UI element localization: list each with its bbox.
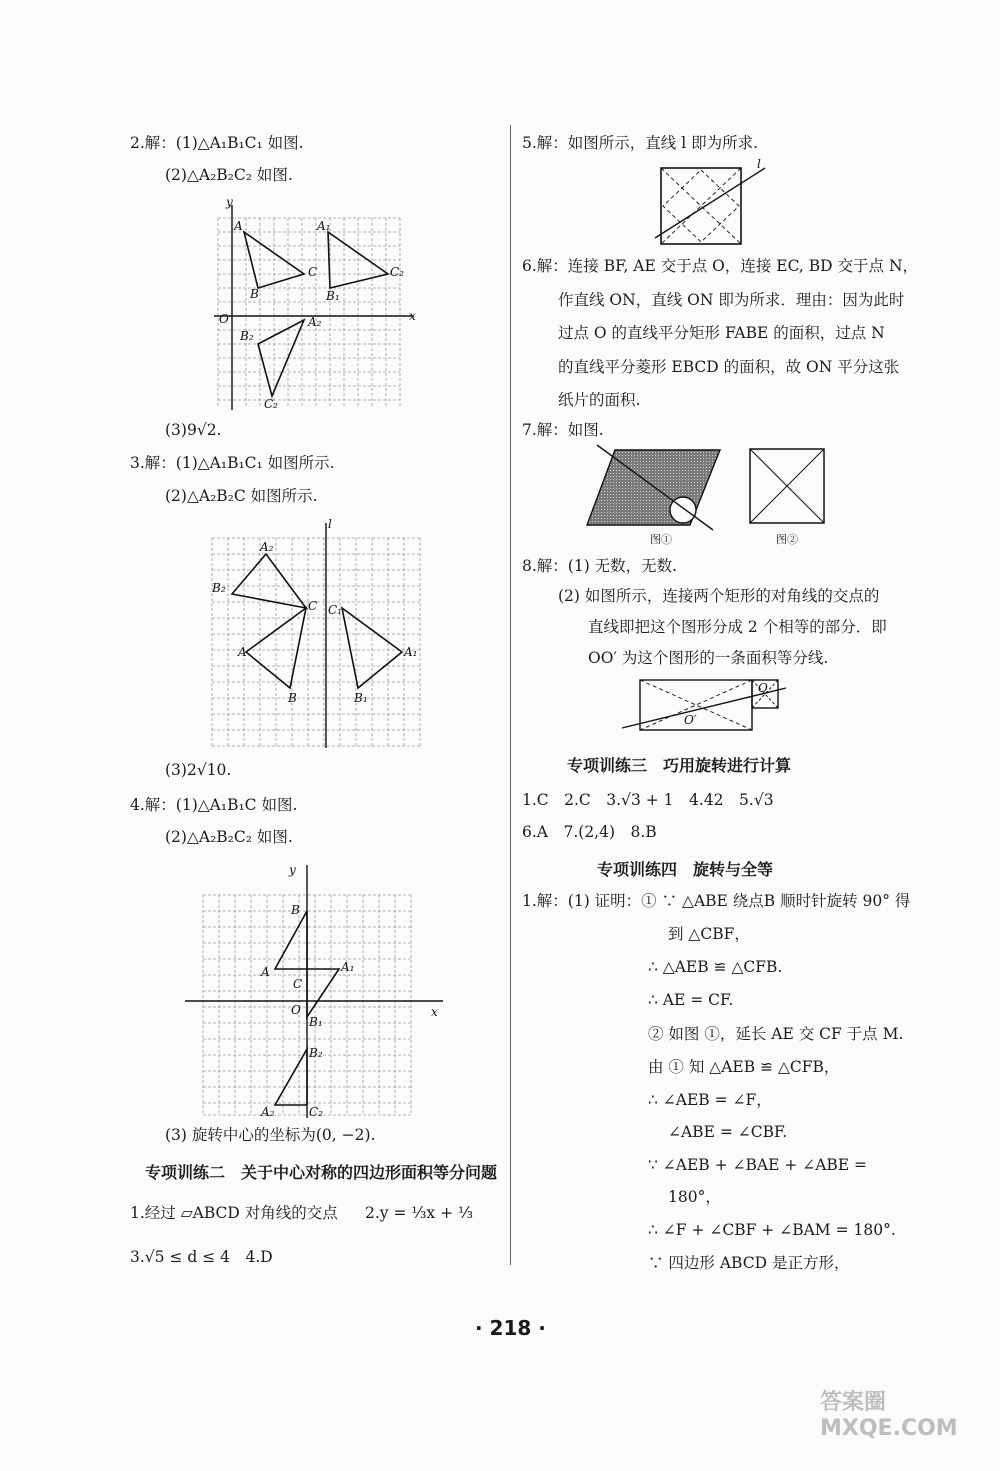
svg-text:C₂: C₂ (264, 397, 278, 411)
q2-line1: 2.解：(1)△A₁B₁C₁ 如图. (130, 134, 304, 152)
section4-line7: ∴ ∠AEB = ∠F， (648, 1091, 772, 1109)
section2-answer1: 1.经过 ▱ABCD 对角线的交点 (130, 1204, 338, 1222)
svg-text:O: O (758, 681, 768, 695)
figure-q5-square (655, 158, 775, 248)
q6-line3: 过点 O 的直线平分矩形 FABE 的面积，过点 N (558, 324, 885, 342)
watermark: 答案圈 MXQE.COM (820, 1390, 958, 1441)
q4-line3: (3) 旋转中心的坐标为(0, −2). (165, 1126, 376, 1144)
section4-line5: ② 如图 ①，延长 AE 交 CF 于点 M. (648, 1025, 904, 1043)
svg-text:C₂: C₂ (309, 1105, 323, 1119)
svg-text:A: A (238, 645, 247, 659)
svg-text:B: B (250, 287, 259, 301)
q7-line: 7.解：如图. (522, 421, 604, 439)
section3-title: 专项训练三 巧用旋转进行计算 (567, 756, 792, 775)
figure-caption-2: 图② (776, 533, 798, 546)
svg-text:B₂: B₂ (309, 1046, 323, 1060)
section4-title: 专项训练四 旋转与全等 (597, 860, 774, 879)
svg-text:A₁: A₁ (341, 960, 355, 974)
section2-answer2: 2.y = ⅓x + ⅓ (365, 1204, 474, 1222)
svg-text:B₂: B₂ (240, 329, 254, 343)
q5-line: 5.解：如图所示，直线 l 即为所求. (522, 134, 759, 152)
svg-text:y: y (226, 195, 233, 209)
svg-text:B₂: B₂ (212, 581, 226, 595)
section4-line4: ∴ AE = CF. (648, 991, 734, 1009)
q6-line4: 的直线平分菱形 EBCD 的面积，故 ON 平分这张 (558, 358, 900, 376)
svg-text:l: l (328, 517, 332, 531)
section4-line9: ∵ ∠AEB + ∠BAE + ∠ABE = (648, 1156, 868, 1174)
section2-answer3: 3.√5 ≤ d ≤ 4 4.D (130, 1248, 273, 1266)
figure-q8-rectangles (620, 676, 790, 738)
svg-text:x: x (431, 1005, 438, 1019)
svg-text:C₂: C₂ (390, 265, 404, 279)
svg-text:x: x (409, 309, 416, 323)
q3-line3: (3)2√10. (165, 761, 232, 779)
section4-line3: ∴ △AEB ≌ △CFB. (648, 958, 783, 976)
column-divider (510, 125, 511, 1265)
svg-text:B₁: B₁ (309, 1015, 323, 1029)
q8-line3: 直线即把这个图形分成 2 个相等的部分．即 (588, 618, 887, 636)
section4-line6: 由 ① 知 △AEB ≌ △CFB， (648, 1058, 840, 1076)
svg-text:A₂: A₂ (260, 540, 274, 554)
svg-text:O: O (219, 312, 229, 326)
svg-text:C: C (308, 265, 318, 279)
triangle-abc (275, 911, 307, 969)
svg-text:y: y (289, 863, 296, 877)
q6-line5: 纸片的面积. (558, 391, 641, 409)
q3-line1: 3.解：(1)△A₁B₁C₁ 如图所示. (130, 454, 335, 472)
triangle-a2b2c (232, 554, 306, 608)
figure-q7-parallelogram (585, 445, 735, 530)
svg-text:C₁: C₁ (328, 603, 342, 617)
svg-text:B: B (288, 691, 297, 705)
svg-text:A: A (234, 219, 243, 233)
svg-text:A: A (261, 965, 270, 979)
section4-line12: ∵ 四边形 ABCD 是正方形， (648, 1254, 850, 1272)
svg-text:A₁: A₁ (317, 219, 331, 233)
q4-line2: (2)△A₂B₂C₂ 如图. (165, 828, 293, 846)
section4-line8: ∠ABE = ∠CBF. (668, 1123, 788, 1141)
svg-text:A₂: A₂ (261, 1105, 275, 1119)
section4-line10: 180°， (668, 1188, 721, 1206)
svg-text:C: C (293, 977, 303, 991)
triangle-a1b1c (307, 969, 339, 1017)
svg-text:C: C (308, 599, 318, 613)
section4-line1: 1.解：(1) 证明：① ∵ △ABE 绕点B 顺时针旋转 90° 得 (522, 892, 911, 910)
section2-title: 专项训练二 关于中心对称的四边形面积等分问题 (145, 1163, 498, 1182)
svg-text:A₂: A₂ (308, 315, 322, 329)
q8-line1: 8.解：(1) 无数，无数. (522, 557, 678, 575)
figure-q4-grid (185, 860, 445, 1122)
q8-line2: (2) 如图所示，连接两个矩形的对角线的交点的 (558, 587, 880, 605)
svg-text:B₁: B₁ (354, 691, 368, 705)
svg-text:B: B (291, 903, 300, 917)
q6-line2: 作直线 ON，直线 ON 即为所求．理由：因为此时 (558, 291, 905, 309)
svg-text:l: l (757, 157, 761, 171)
section4-line11: ∴ ∠F + ∠CBF + ∠BAM = 180°. (648, 1221, 896, 1239)
grid-lines (218, 218, 400, 408)
page-number: · 218 · (475, 1316, 546, 1340)
section4-line2: 到 △CBF， (668, 925, 750, 943)
figure-q2-grid (214, 195, 424, 415)
q8-line4: OO′ 为这个图形的一条面积等分线. (588, 649, 829, 667)
section3-answers1: 1.C 2.C 3.√3 + 1 4.42 5.√3 (522, 791, 774, 809)
svg-text:O: O (291, 1003, 301, 1017)
triangle-a2b2c2 (275, 1049, 307, 1105)
q3-line2: (2)△A₂B₂C 如图所示. (165, 487, 318, 505)
q4-line1: 4.解：(1)△A₁B₁C 如图. (130, 796, 298, 814)
q2-line3: (3)9√2. (165, 421, 222, 439)
q6-line1: 6.解：连接 BF, AE 交于点 O，连接 EC, BD 交于点 N， (522, 257, 919, 275)
figure-q7-square (748, 447, 828, 527)
figure-q3-grid (210, 518, 425, 753)
figure-caption-1: 图① (650, 533, 672, 546)
svg-text:B₁: B₁ (326, 289, 340, 303)
svg-text:A₁: A₁ (404, 645, 418, 659)
svg-text:O′: O′ (684, 713, 697, 727)
q2-line2: (2)△A₂B₂C₂ 如图. (165, 166, 293, 184)
section3-answers2: 6.A 7.(2,4) 8.B (522, 823, 657, 841)
